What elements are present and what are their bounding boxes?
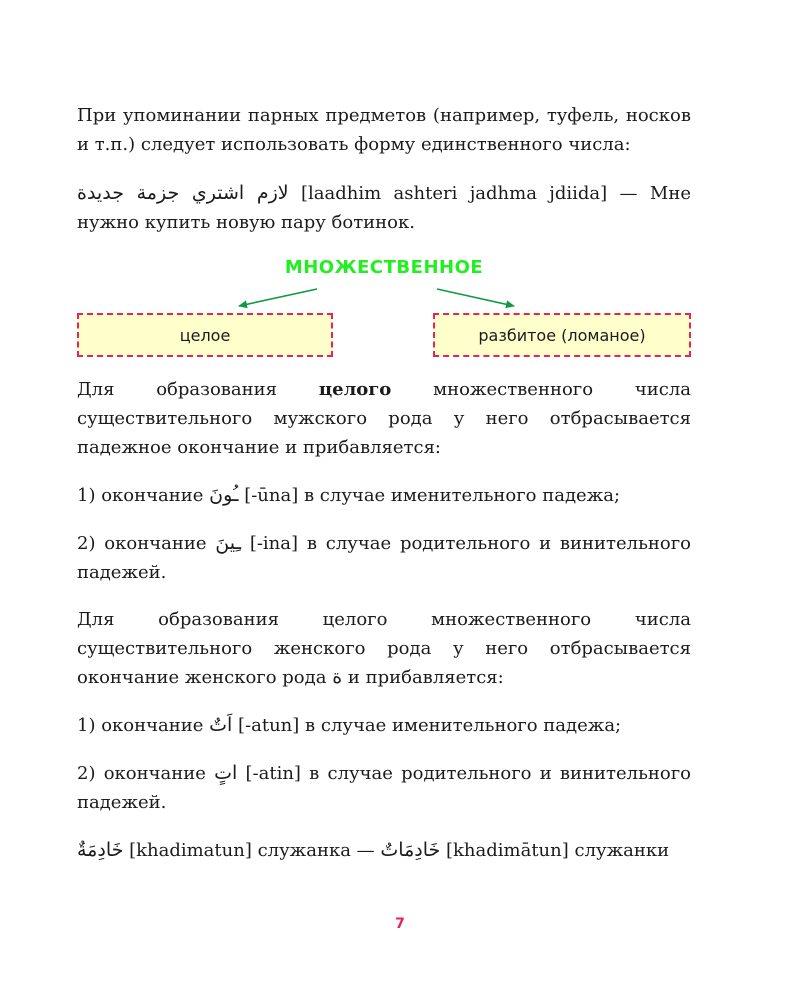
text-segment: Для образования: [77, 379, 319, 400]
text-segment: 2) окончание: [77, 533, 216, 554]
arabic-word-plural: خَادِمَاتٌ: [380, 839, 441, 861]
box-sound-plural-label: целое: [179, 325, 231, 345]
text-segment: [-ūna] в случае именительного падежа;: [238, 485, 621, 506]
page-number: 7: [395, 916, 405, 932]
paragraph-ending-atun: [77, 711, 691, 740]
text-segment: 2) окончание: [77, 763, 215, 784]
arabic-ending-atun: اَتٌ: [209, 714, 233, 736]
arabic-ending-una: ـُونَ: [209, 484, 239, 506]
paragraph-ending-atin: [77, 759, 691, 817]
arrow-left: [239, 289, 317, 306]
paragraph-ending-una: [77, 481, 691, 510]
arabic-ta-marbuta: ة: [332, 666, 343, 688]
text-segment: и прибавляется:: [342, 667, 504, 688]
text-segment: [khadimatun] служанка —: [123, 840, 381, 861]
text-segment: [khadimātun] служанки: [440, 840, 670, 861]
bold-term: целого: [318, 379, 392, 400]
box-broken-plural-label: разбитое (ломаное): [478, 325, 646, 345]
paragraph-paired-items: При упоминании парных предметов (например, туфель, носков и т.п.) следует использовать форму единственного числа:: [77, 105, 691, 155]
text-segment: [-ina] в случае родительного и винительного падежей.: [77, 533, 691, 583]
arabic-example-phrase: لازم اشتري جزمة جديدة: [77, 182, 289, 204]
paragraph-example-servant: [77, 836, 691, 865]
paragraph-feminine-plural: [77, 605, 691, 692]
arrow-right: [437, 289, 514, 306]
diagram-arrows: [77, 282, 691, 312]
box-broken-plural: [433, 313, 691, 357]
text-segment: 1) окончание: [77, 715, 210, 736]
text-segment: [-atin] в случае родительного и винительного падежей.: [77, 763, 691, 813]
diagram-heading: МНОЖЕСТВЕННОЕ: [284, 257, 484, 278]
arabic-ending-ina: ـِينَ: [215, 532, 242, 554]
paragraph-example-shoes: [77, 179, 691, 237]
text-segment: 1) окончание: [77, 485, 210, 506]
paragraph-masculine-plural: [77, 375, 691, 462]
text-segment: [-atun] в случае именительного падежа;: [232, 715, 622, 736]
text-segment: Для образования целого множественного числа существительного женского рода у него отбрасывается окончание женского рода: [77, 609, 691, 688]
box-sound-plural: [77, 313, 333, 357]
paragraph-ending-ina: [77, 529, 691, 587]
text-segment: множественного числа существительного мужского рода у него отбрасывается падежное окончание и прибавляется:: [77, 379, 691, 458]
arabic-word-singular: خَادِمَةٌ: [77, 839, 124, 861]
arabic-ending-atin: اتٍ: [214, 762, 238, 784]
example-translation: [laadhim ashteri jadhma jdiida] — Мне нужно купить новую пару ботинок.: [77, 183, 691, 233]
